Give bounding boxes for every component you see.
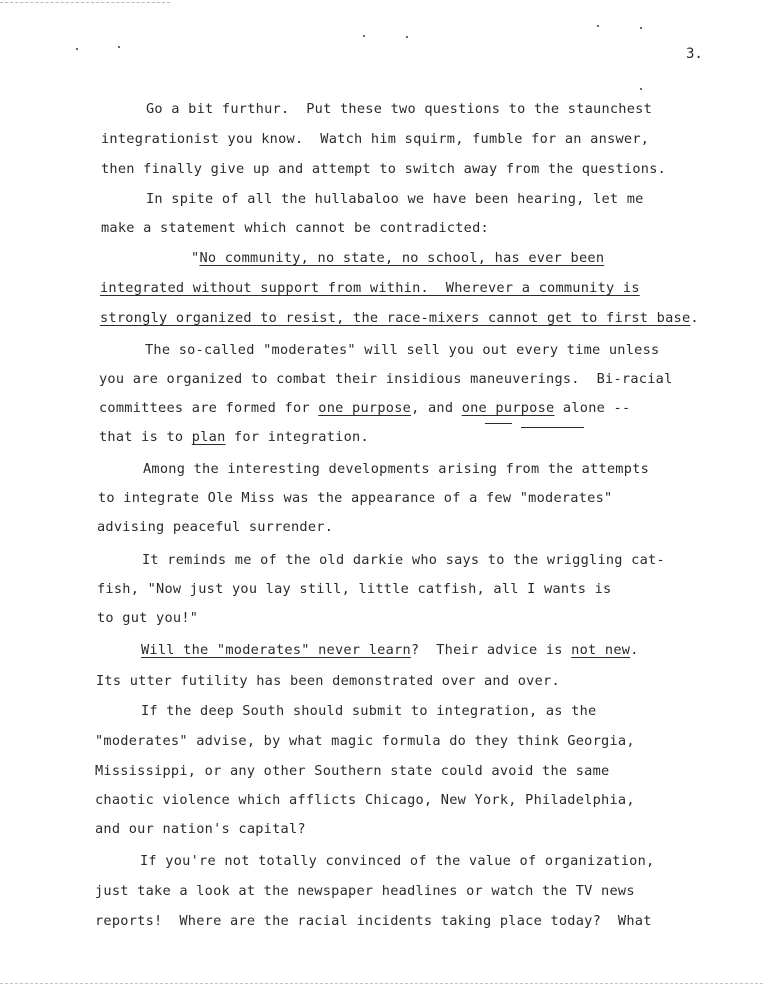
text-line: make a statement which cannot be contradicted: [101, 220, 489, 236]
scan-speck [76, 48, 78, 50]
text-line: If you're not totally convinced of the value of organization, [140, 853, 655, 869]
text-line: Mississippi, or any other Southern state could avoid the same [95, 763, 610, 779]
text-line: and our nation's capital? [95, 821, 306, 837]
text-line: fish, "Now just you lay still, little catfish, all I wants is [97, 581, 612, 597]
quote-line [100, 279, 640, 297]
scan-speck [118, 46, 120, 48]
underlined-text: strongly organized to resist, the race-mixers cannot get to first base [100, 310, 691, 326]
text-line: Among the interesting developments arising from the attempts [143, 461, 650, 477]
text-line: you are organized to combat their insidious maneuverings. Bi-racial [99, 371, 673, 387]
text-line: Go a bit furthur. Put these two questions to the staunchest [146, 101, 653, 117]
double-underline [485, 423, 512, 424]
underlined-text: integrated without support from within. Wherever a community is [100, 280, 640, 296]
text-line: Its utter futility has been demonstrated over and over. [96, 673, 560, 689]
scan-speck [640, 27, 642, 29]
bottom-dashed-rule [0, 983, 763, 984]
top-dashed-rule [0, 2, 170, 3]
underlined-text: No community, no state, no school, has ever been [199, 250, 605, 266]
text-line: reports! Where are the racial incidents taking place today? What [95, 913, 652, 929]
scan-speck [406, 36, 408, 38]
text-line: The so-called "moderates" will sell you out every time unless [145, 342, 660, 358]
underlined-text: plan [191, 429, 226, 445]
text-line: to integrate Ole Miss was the appearance of a few "moderates" [98, 490, 613, 506]
underlined-text: one purpose [461, 400, 555, 416]
scan-speck [363, 35, 365, 37]
underlined-text: one purpose [318, 400, 412, 416]
text-line: Will the "moderates" never learn? Their advice is not new. [141, 642, 639, 658]
text-line: In spite of all the hullabaloo we have been hearing, let me [146, 191, 644, 207]
text-line: chaotic violence which afflicts Chicago, New York, Philadelphia, [95, 792, 635, 808]
underlined-text: not new [571, 642, 631, 658]
text-line: advising peaceful surrender. [97, 519, 334, 535]
double-underline [521, 427, 584, 428]
text-line: integrationist you know. Watch him squirm, fumble for an answer, [101, 131, 650, 147]
text-line: "moderates" advise, by what magic formula do they think Georgia, [95, 733, 635, 749]
text-line: It reminds me of the old darkie who says to the wriggling cat- [142, 552, 665, 568]
text-line: just take a look at the newspaper headlines or watch the TV news [95, 883, 635, 899]
text-line: committees are formed for one purpose, and one purpose alone -- [99, 400, 631, 416]
text-line: then finally give up and attempt to switch away from the questions. [101, 161, 667, 177]
page-number: 3. [686, 46, 703, 62]
text-line: that is to plan for integration. [99, 429, 369, 445]
scan-speck [597, 25, 599, 27]
quote-line: "No community, no state, no school, has ever been [191, 250, 605, 266]
text-line: If the deep South should submit to integration, as the [141, 703, 597, 719]
scan-speck [640, 88, 642, 90]
underlined-text: Will the "moderates" never learn [141, 642, 411, 658]
quote-line: strongly organized to resist, the race-mixers cannot get to first base. [100, 310, 699, 326]
text-line: to gut you!" [97, 610, 199, 626]
